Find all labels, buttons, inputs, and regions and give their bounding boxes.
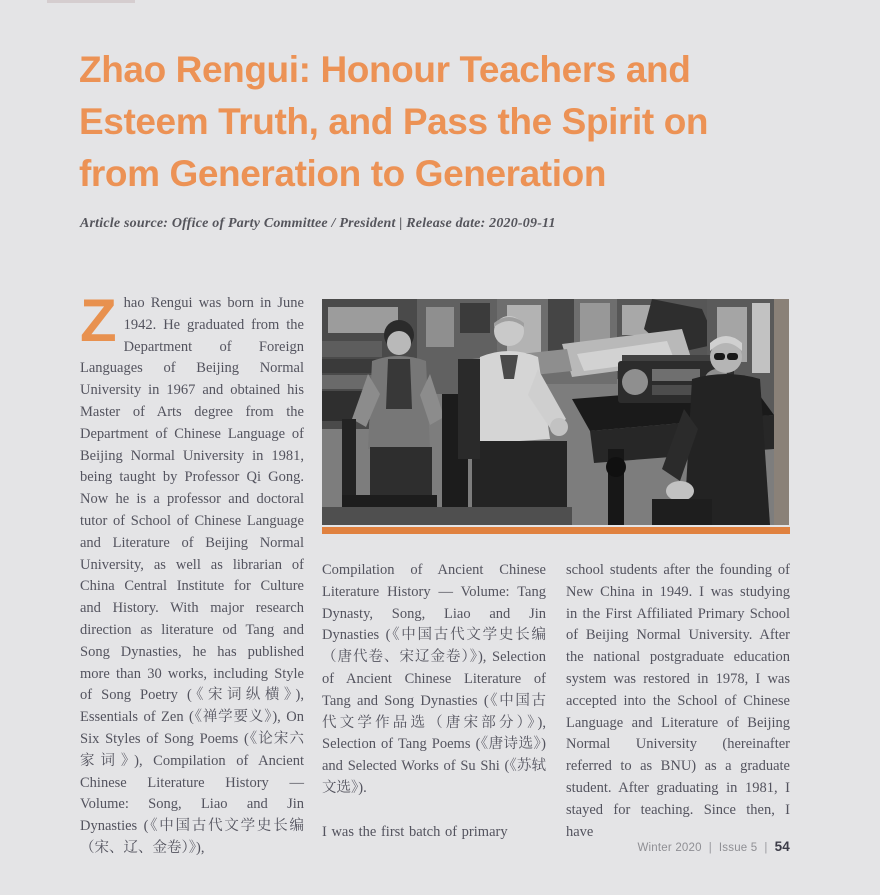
footer-season: Winter 2020 [637,842,702,854]
body-column-1 [80,287,304,860]
title-line-3: from Generation to Generation [79,153,607,194]
paragraph-works: Compilation of Ancient Chinese Literature History — Volume: Tang Dynasty, Song, Liao and Jin Dynasties (《中国古代文学史长编（唐代卷、宋辽金卷）》), Selection of Ancient Chinese Literature of Tang and Song Dynasties (《中国古代文学作品选（唐宋部分）》), Selection of Tang Poems (《唐诗选》) and Selected Works of Su Shi (《苏轼文选》). [322,562,546,796]
article-photo-illustration [322,299,789,525]
page-footer [450,839,790,854]
article-photo [322,299,789,525]
paragraph-schooling: school students after the founding of New China in 1949. I was studying in the First Affiliated Primary School of Beijing Normal University. After the national postgraduate education system was restored in 1978, I was accepted into the School of Chinese Language and Literature of Beijing Normal University (hereinafter referred to as BNU) as a graduate student. After graduating in 1981, I stayed for teaching. Since then, I have [566,562,790,840]
footer-issue: Issue 5 [718,842,758,854]
footer-separator-2: | [764,842,768,854]
title-line-2: Esteem Truth, and Pass the Spirit on [79,101,709,142]
article-source-line: Article source: Office of Party Committee / President | Release date: 2020-09-11 [80,216,556,231]
footer-separator-1: | [708,842,712,854]
paragraph-first-batch: I was the first batch of primary [322,823,508,840]
drop-cap: Z [80,287,117,354]
bio-text: hao Rengui was born in June 1942. He graduated from the Department of Foreign Languages of Beijing Normal University in 1967 and obtained his Master of Arts degree from the Department of Chinese Language of Beijing Normal University in 1981, being taught by Professor Qi Gong. Now he is a professor and doctoral tutor of School of Chinese Language and Literature of Beijing Normal University, as well as librarian of China Central Institute for Culture and History. With major research direction as literature od Tang and Song Dynasties, he has published more than 30 works, including Style of Song Poetry (《宋词纵横》), Essentials of Zen (《禅学要义》), On Six Styles of Song Poems (《论宋六家词》), Compilation of Ancient Chinese Literature History — Volume: Song, Liao and Jin Dynasties (《中国古代文学史长编（宋、辽、金卷）》), [80,295,304,856]
title-line-1: Zhao Rengui: Honour Teachers and [79,49,691,90]
page-title [79,44,799,200]
page-number: 54 [774,839,790,854]
paragraph-bio [80,287,304,860]
body-column-3 [566,560,790,843]
scan-edge-artifact [47,0,135,3]
body-column-2 [322,560,546,843]
photo-accent-bar [322,527,790,534]
